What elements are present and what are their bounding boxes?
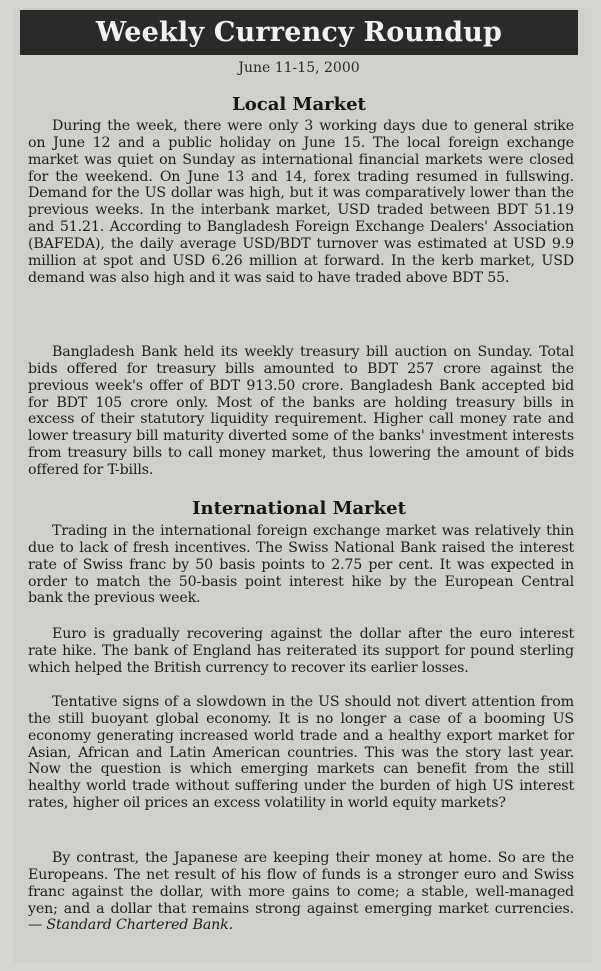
closing-paragraph-text: By contrast, the Japanese are keeping their money at home. So are the Europeans. The net result of his flow of funds is a stronger euro and Swiss franc against the dollar, with more gains to come; a stable, well-managed yen; and a dollar that remains strong against emerging market currencies. — bbox=[28, 850, 574, 934]
international-market-paragraph-4 bbox=[28, 850, 574, 934]
section-heading-local-market: Local Market bbox=[232, 94, 366, 115]
local-market-paragraph-1: During the week, there were only 3 working days due to general strike on June 12 and a public holiday on June 15. The local foreign exchange market was quiet on Sunday as international financial markets were closed for the weekend. On June 13 and 14, forex trading resumed in fullswing. Demand for the US dollar was high, but it was comparatively lower than the previous weeks. In the interbank market, USD traded between BDT 51.19 and 51.21. According to Bangladesh Foreign Exchange Dealers' Association (BAFEDA), the daily average USD/BDT turnover was estimated at USD 9.9 million at spot and USD 6.26 million at forward. In the kerb market, USD demand was also high and it was said to have traded above BDT 55. bbox=[28, 118, 574, 286]
international-market-paragraph-2: Euro is gradually recovering against the dollar after the euro interest rate hike. The bank of England has reiterated its support for pound sterling which helped the British currency to recover its earlier losses. bbox=[28, 626, 574, 676]
local-market-paragraph-2: Bangladesh Bank held its weekly treasury bill auction on Sunday. Total bids offered for treasury bills amounted to BDT 257 crore against the previous week's offer of BDT 913.50 crore. Bangladesh Bank accepted bid for BDT 105 crore only. Most of the banks are holding treasury bills in excess of their statutory liquidity requirement. Higher call money rate and lower treasury bill maturity diverted some of the banks' investment interests from treasury bills to call money market, thus lowering the amount of bids offered for T-bills. bbox=[28, 344, 574, 478]
source-credit: Standard Chartered Bank. bbox=[46, 917, 233, 934]
international-market-paragraph-3: Tentative signs of a slowdown in the US should not divert attention from the still buoyant global economy. It is no longer a case of a booming US economy generating increased world trade and a healthy export market for Asian, African and Latin American countries. This was the story last year. Now the question is which emerging markets can benefit from the still healthy world trade without suffering under the burden of high US interest rates, higher oil prices an excess volatility in world equity markets? bbox=[28, 694, 574, 812]
section-heading-international-market: International Market bbox=[192, 498, 406, 519]
title-banner bbox=[20, 10, 578, 55]
article-date: June 11-15, 2000 bbox=[238, 60, 360, 76]
article-title: Weekly Currency Roundup bbox=[95, 17, 503, 48]
international-market-paragraph-1: Trading in the international foreign exchange market was relatively thin due to lack of fresh incentives. The Swiss National Bank raised the interest rate of Swiss franc by 50 basis points to 2.75 per cent. It was expected in order to match the 50-basis point interest hike by the European Central bank the previous week. bbox=[28, 523, 574, 607]
